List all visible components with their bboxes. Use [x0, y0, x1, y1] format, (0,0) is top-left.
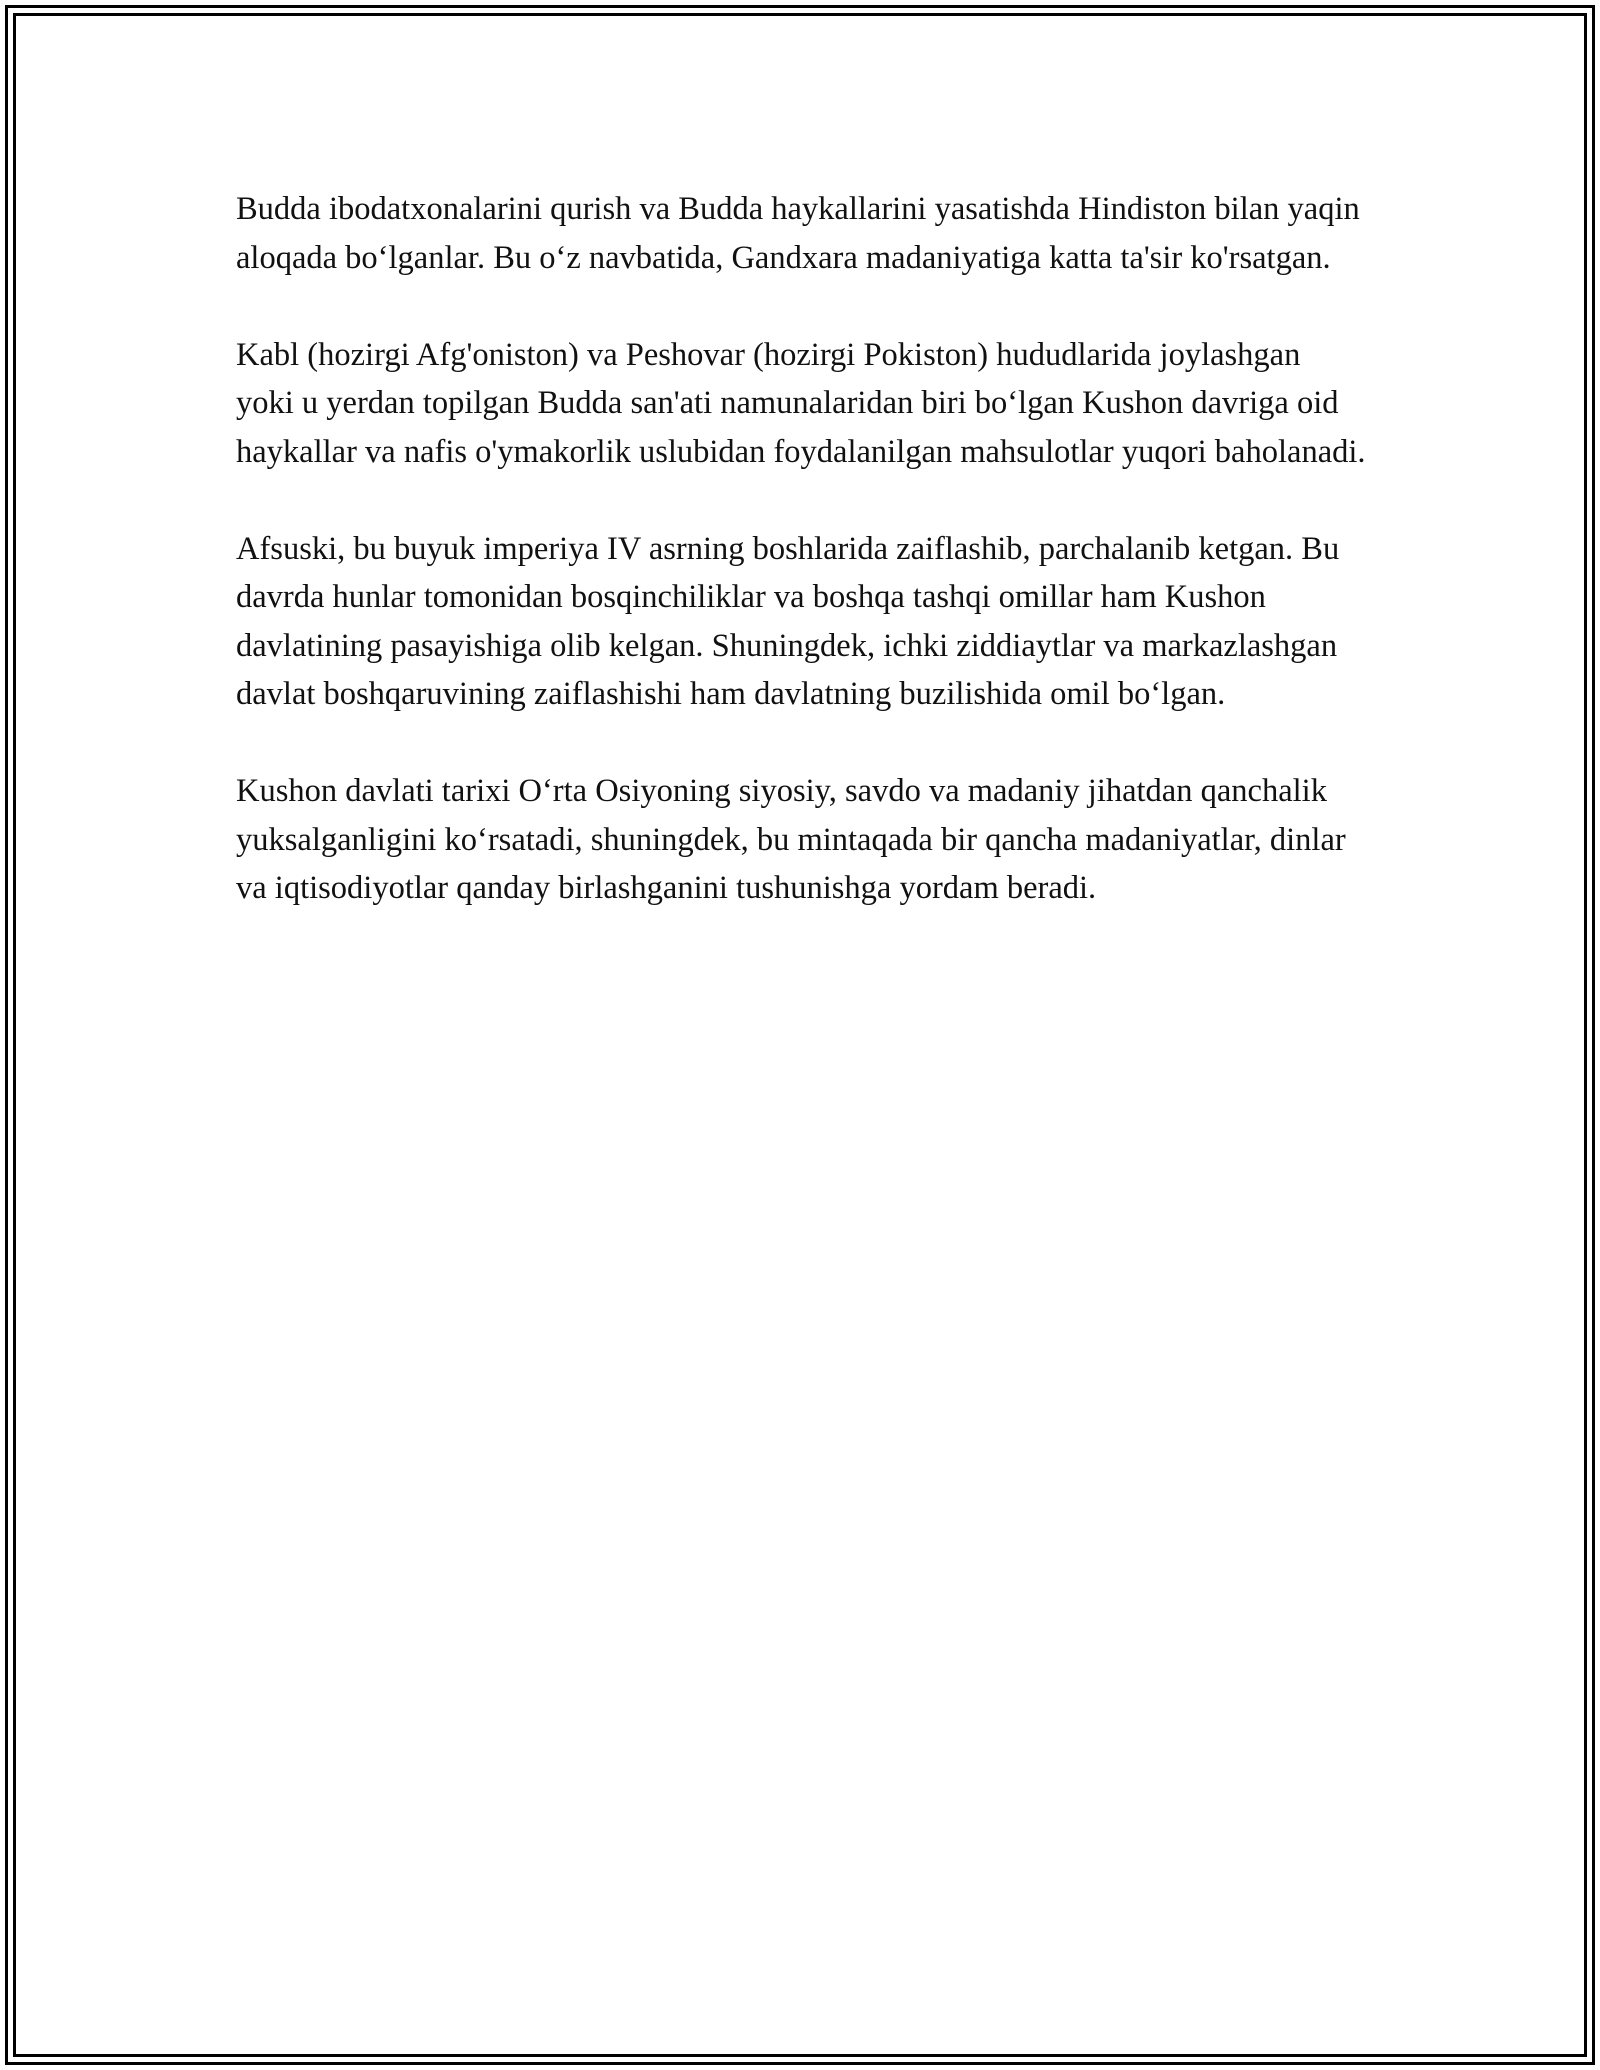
paragraph-empire-decline: Afsuski, bu buyuk imperiya IV asrning boshlarida zaiflashib, parchalanib ketgan. Bu davrda hunlar tomonidan bosqinchiliklar va boshqa tashqi omillar ham Kushon davlatining pasayishiga olib kelgan. Shuningdek, ichki ziddiaytlar va markazlashgan davlat boshqaruvining zaiflashishi ham davlatning buzilishida omil bo‘lgan. — [236, 530, 1340, 712]
paragraph-buddhist-temples: Budda ibodatxonalarini qurish va Budda haykallarini yasatishda Hindiston bilan yaqin aloqada bo‘lganlar. Bu o‘z navbatida, Gandxara madaniyatiga katta ta'sir ko'rsatgan. — [236, 191, 1360, 276]
paragraph-buddhist-art: Kabl (hozirgi Afg'oniston) va Peshovar (hozirgi Pokiston) hududlarida joylashgan yoki u yerdan topilgan Budda san'ati namunalaridan biri bo‘lgan Kushon davriga oid haykallar va nafis o'ymakorlik uslubidan foydalanilgan mahsulotlar yuqori baholanadi. — [236, 336, 1366, 470]
paragraph-kushan-history: Kushon davlati tarixi O‘rta Osiyoning siyosiy, savdo va madaniy jihatdan qanchalik yuksalganligini ko‘rsatadi, shuningdek, bu mintaqada bir qancha madaniyatlar, dinlar va iqtisodiyotlar qanday birlashganini tushunishga yordam beradi. — [236, 773, 1346, 906]
document-body — [236, 185, 1366, 961]
